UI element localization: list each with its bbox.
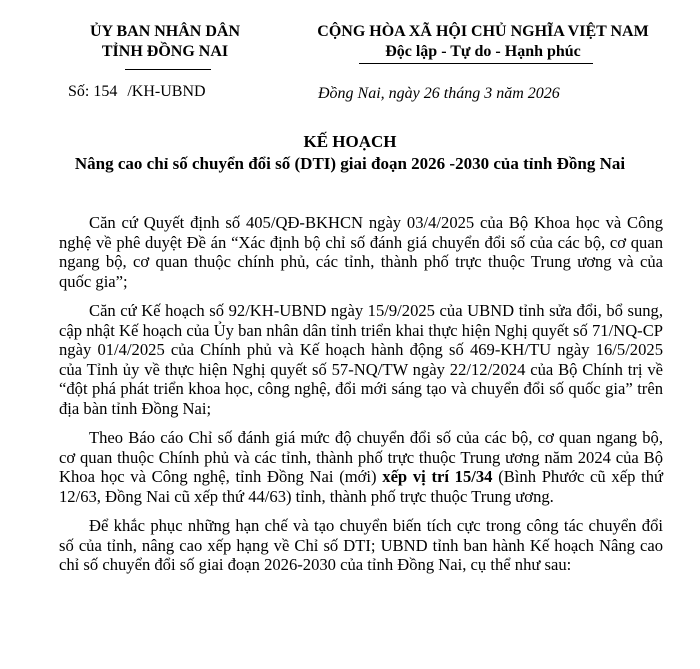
org-line-1: ỦY BAN NHÂN DÂN [89,23,241,40]
org-underline [125,69,211,70]
issue-date: Đồng Nai, ngày 26 tháng 3 năm 2026 [318,85,560,102]
org-line-2: TỈNH ĐỒNG NAI [101,43,229,60]
paragraph-3 [59,428,663,506]
doc-no-value: 154 [93,83,118,100]
paragraph-3-text-a: Theo Báo cáo Chỉ số đánh giá mức độ chuyển đổi số của các bộ, cơ quan ngang bộ, cơ quan thuộc Chính phủ và các tỉnh, thành phố trực thuộc Trung ương năm 2024 của Bộ Khoa học và Công nghệ, tỉnh Đồng Nai (mới) [59,428,663,486]
paragraph-4: Để khắc phục những hạn chế và tạo chuyển biến tích cực trong công tác chuyển đổi số của tỉnh, nâng cao xếp hạng về Chỉ số DTI; UBND tỉnh ban hành Kế hoạch Nâng cao chỉ số chuyển đổi số giai đoạn 2026-2030 của tỉnh Đồng Nai, cụ thể như sau: [59,516,663,574]
nation-line-2: Độc lập - Tự do - Hạnh phúc [385,43,581,60]
national-heading [298,22,668,62]
paragraph-1: Căn cứ Quyết định số 405/QĐ-BKHCN ngày 03/4/2025 của Bộ Khoa học và Công nghệ về phê duyệt Đề án “Xác định bộ chỉ số đánh giá chuyển đổi số của các bộ, cơ quan ngang bộ, cơ quan thuộc chính phủ, các tỉnh, thành phố trực thuộc Trung ương và của quốc gia”; [59,213,663,291]
document-subtitle: Nâng cao chỉ số chuyển đổi số (DTI) giai đoạn 2026 -2030 của tỉnh Đồng Nai [74,154,626,173]
paragraph-2: Căn cứ Kế hoạch số 92/KH-UBND ngày 15/9/2025 của UBND tỉnh sửa đổi, bổ sung, cập nhật Kế hoạch của Ủy ban nhân dân tỉnh triển khai thực hiện Nghị quyết số 71/NQ-CP ngày 01/4/2025 của Chính phủ và Kế hoạch hành động số 469-KH/TU ngày 16/5/2025 của Tỉnh ủy về thực hiện Nghị quyết số 57-NQ/TW ngày 22/12/2024 của Bộ Chính trị về “đột phá phát triển khoa học, công nghệ, đổi mới sáng tạo và chuyển đổi số quốc gia” trên địa bàn tỉnh Đồng Nai; [59,301,663,418]
motto-underline [359,63,593,64]
document-number [68,82,206,102]
document-title: KẾ HOẠCH [303,132,397,151]
paragraph-3-text-b: (Bình Phước cũ xếp thứ 12/63, Đồng Nai cũ xếp thứ 44/63) tỉnh, thành phố trực thuộc Trung ương. [59,467,663,506]
doc-no-prefix: Số: [68,83,90,100]
document-body [59,213,663,585]
nation-line-1: CỘNG HÒA XÃ HỘI CHỦ NGHĨA VIỆT NAM [317,23,649,40]
doc-no-suffix: /KH-UBND [127,83,206,100]
ranking-highlight: xếp vị trí 15/34 [382,467,493,486]
issuing-organization [70,22,260,62]
